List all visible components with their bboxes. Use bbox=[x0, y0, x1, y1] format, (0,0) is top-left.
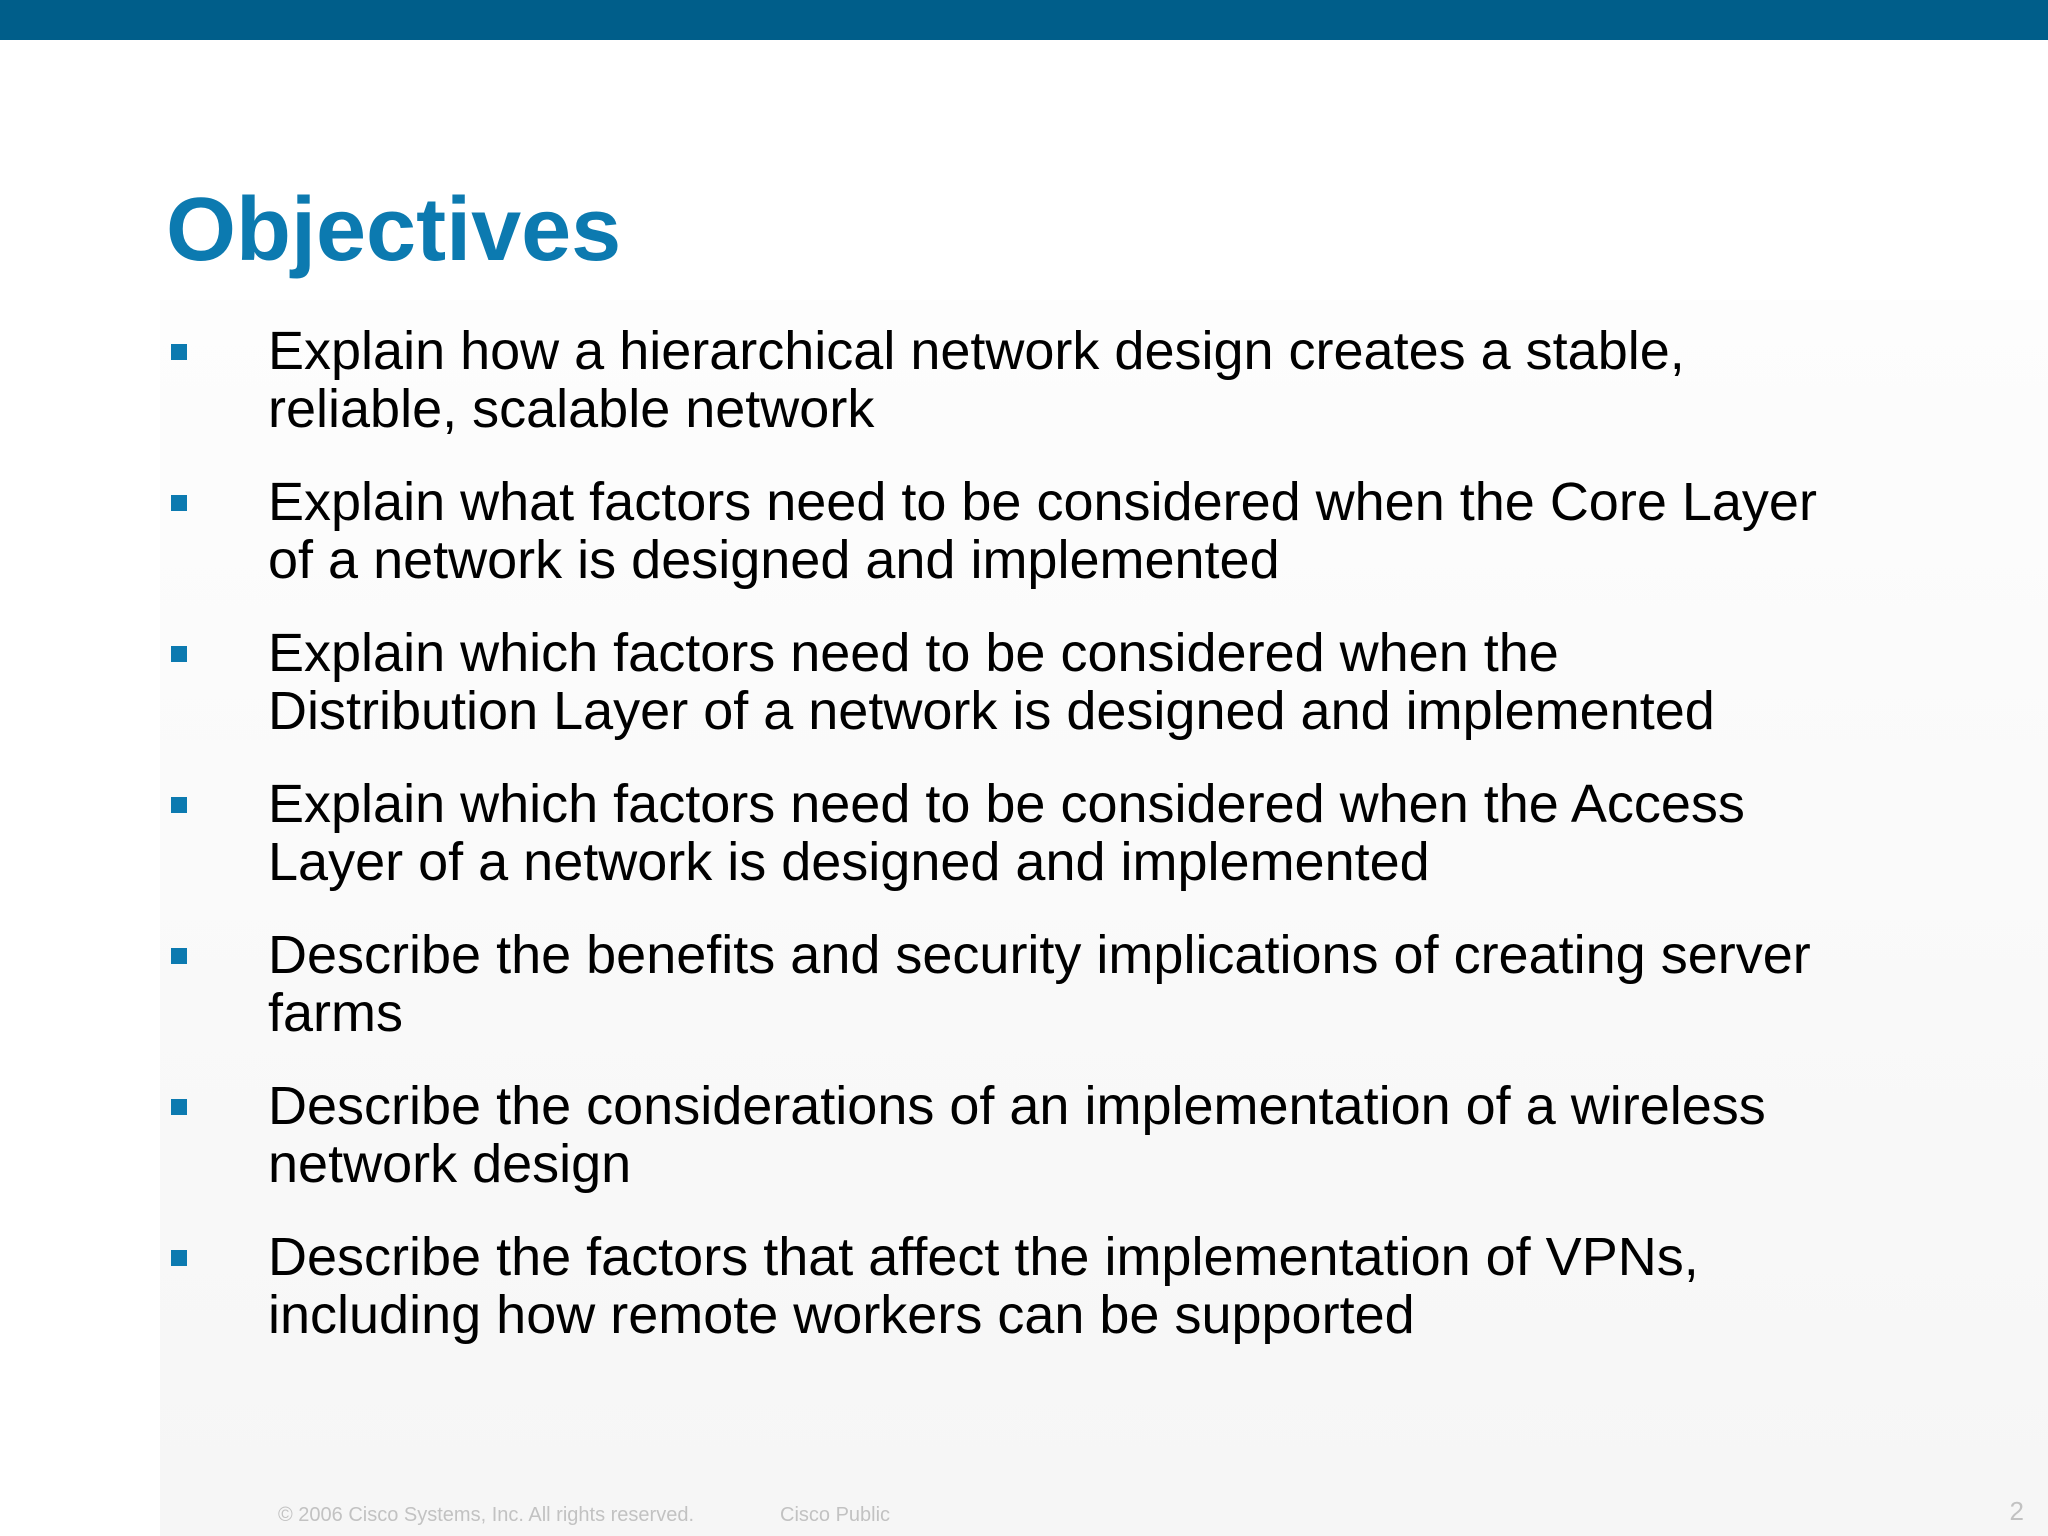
objective-text: Describe the considerations of an implementation of a wireless network design bbox=[268, 1076, 1766, 1194]
footer-copyright: © 2006 Cisco Systems, Inc. All rights reserved. bbox=[278, 1504, 695, 1526]
square-bullet-icon bbox=[171, 797, 187, 813]
objective-text: Explain which factors need to be considered when the Access Layer of a network is designed and implemented bbox=[268, 774, 1745, 892]
objective-text: Describe the benefits and security implications of creating server farms bbox=[268, 925, 1811, 1043]
objective-text: Explain which factors need to be considered when the Distribution Layer of a network is designed and implemented bbox=[268, 623, 1715, 741]
objective-text: Describe the factors that affect the implementation of VPNs, including how remote workers can be supported bbox=[268, 1227, 1699, 1345]
square-bullet-icon bbox=[171, 948, 187, 964]
slide-title: Objectives bbox=[166, 180, 622, 280]
square-bullet-icon bbox=[171, 646, 187, 662]
square-bullet-icon bbox=[171, 344, 187, 360]
objective-text: Explain how a hierarchical network design creates a stable, reliable, scalable network bbox=[268, 321, 1685, 439]
square-bullet-icon bbox=[171, 1250, 187, 1266]
objective-text: Explain what factors need to be considered when the Core Layer of a network is designed and implemented bbox=[268, 472, 1817, 590]
square-bullet-icon bbox=[171, 495, 187, 511]
footer-classification: Cisco Public bbox=[780, 1504, 891, 1526]
square-bullet-icon bbox=[171, 1099, 187, 1115]
page-number: 2 bbox=[2009, 1496, 2024, 1526]
